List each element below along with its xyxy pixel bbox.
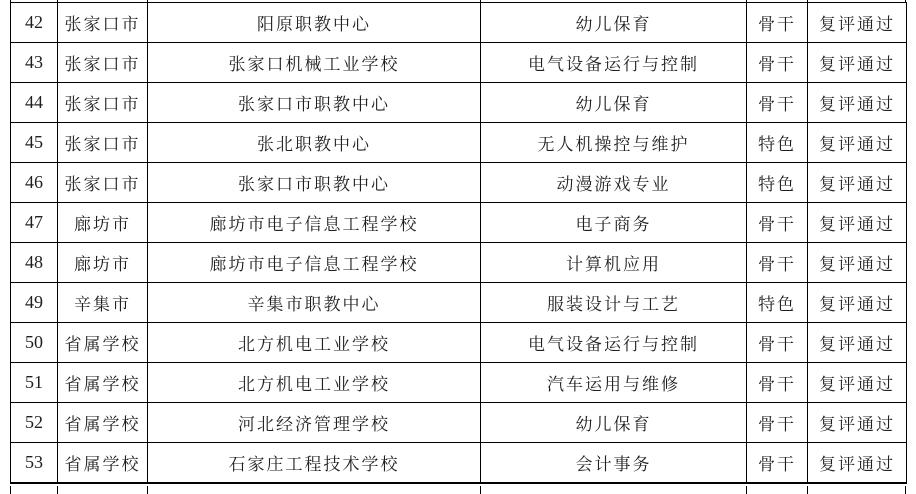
table-row [11,83,907,123]
school-cell: 张家口市职教中心 [148,163,481,203]
result-cell: 复评通过 [808,3,907,43]
row-number-cell: 50 [11,323,58,363]
major-cell: 动漫游戏专业 [481,163,747,203]
table-grid-line [807,486,808,494]
school-cell: 廊坊市电子信息工程学校 [148,203,481,243]
row-number-cell: 43 [11,43,58,83]
school-cell: 张北职教中心 [148,123,481,163]
result-cell: 复评通过 [808,403,907,443]
table-row [11,43,907,83]
result-cell: 复评通过 [808,83,907,123]
city-cell: 张家口市 [58,43,148,83]
category-cell: 骨干 [747,43,808,83]
category-cell: 骨干 [747,203,808,243]
table-row [11,323,907,363]
school-cell: 辛集市职教中心 [148,283,481,323]
result-cell: 复评通过 [808,163,907,203]
city-cell: 张家口市 [58,83,148,123]
category-cell: 特色 [747,283,808,323]
category-cell: 特色 [747,123,808,163]
city-cell: 张家口市 [58,123,148,163]
category-cell: 特色 [747,163,808,203]
row-number-cell: 51 [11,363,58,403]
result-cell: 复评通过 [808,443,907,484]
table-row [11,3,907,43]
city-cell: 省属学校 [58,403,148,443]
city-cell: 省属学校 [58,443,148,484]
school-cell: 河北经济管理学校 [148,403,481,443]
school-cell: 廊坊市电子信息工程学校 [148,243,481,283]
result-cell: 复评通过 [808,43,907,83]
school-cell: 张家口市职教中心 [148,83,481,123]
major-cell: 电子商务 [481,203,747,243]
table-row [11,123,907,163]
major-cell: 计算机应用 [481,243,747,283]
city-cell: 廊坊市 [58,243,148,283]
category-cell: 骨干 [747,83,808,123]
result-cell: 复评通过 [808,363,907,403]
category-cell: 骨干 [747,3,808,43]
row-number-cell: 47 [11,203,58,243]
row-number-cell: 52 [11,403,58,443]
table-grid-line [10,486,11,494]
table-grid-line [746,486,747,494]
table-row [11,203,907,243]
table-grid-line [57,486,58,494]
row-number-cell: 48 [11,243,58,283]
city-cell: 张家口市 [58,163,148,203]
school-cell: 石家庄工程技术学校 [148,443,481,484]
major-cell: 电气设备运行与控制 [481,43,747,83]
table-grid-line [480,486,481,494]
table-grid-line [147,486,148,494]
result-cell: 复评通过 [808,323,907,363]
table-row [11,403,907,443]
city-cell: 省属学校 [58,323,148,363]
category-cell: 骨干 [747,323,808,363]
category-cell: 骨干 [747,363,808,403]
table-row [11,443,907,484]
major-cell: 会计事务 [481,443,747,484]
table-row [11,363,907,403]
row-number-cell: 49 [11,283,58,323]
result-cell: 复评通过 [808,123,907,163]
table-row [11,283,907,323]
school-cell: 北方机电工业学校 [148,363,481,403]
city-cell: 廊坊市 [58,203,148,243]
review-results-table [10,2,907,484]
major-cell: 电气设备运行与控制 [481,323,747,363]
school-cell: 阳原职教中心 [148,3,481,43]
row-number-cell: 45 [11,123,58,163]
major-cell: 幼儿保育 [481,3,747,43]
city-cell: 省属学校 [58,363,148,403]
major-cell: 无人机操控与维护 [481,123,747,163]
result-cell: 复评通过 [808,283,907,323]
row-number-cell: 53 [11,443,58,484]
row-number-cell: 44 [11,83,58,123]
result-cell: 复评通过 [808,203,907,243]
category-cell: 骨干 [747,443,808,484]
table-row [11,243,907,283]
major-cell: 幼儿保育 [481,403,747,443]
row-number-cell: 46 [11,163,58,203]
category-cell: 骨干 [747,243,808,283]
result-cell: 复评通过 [808,243,907,283]
city-cell: 辛集市 [58,283,148,323]
major-cell: 幼儿保育 [481,83,747,123]
school-cell: 北方机电工业学校 [148,323,481,363]
major-cell: 汽车运用与维修 [481,363,747,403]
table-row [11,163,907,203]
row-number-cell: 42 [11,3,58,43]
school-cell: 张家口机械工业学校 [148,43,481,83]
major-cell: 服装设计与工艺 [481,283,747,323]
category-cell: 骨干 [747,403,808,443]
city-cell: 张家口市 [58,3,148,43]
table-grid-line [905,486,906,494]
